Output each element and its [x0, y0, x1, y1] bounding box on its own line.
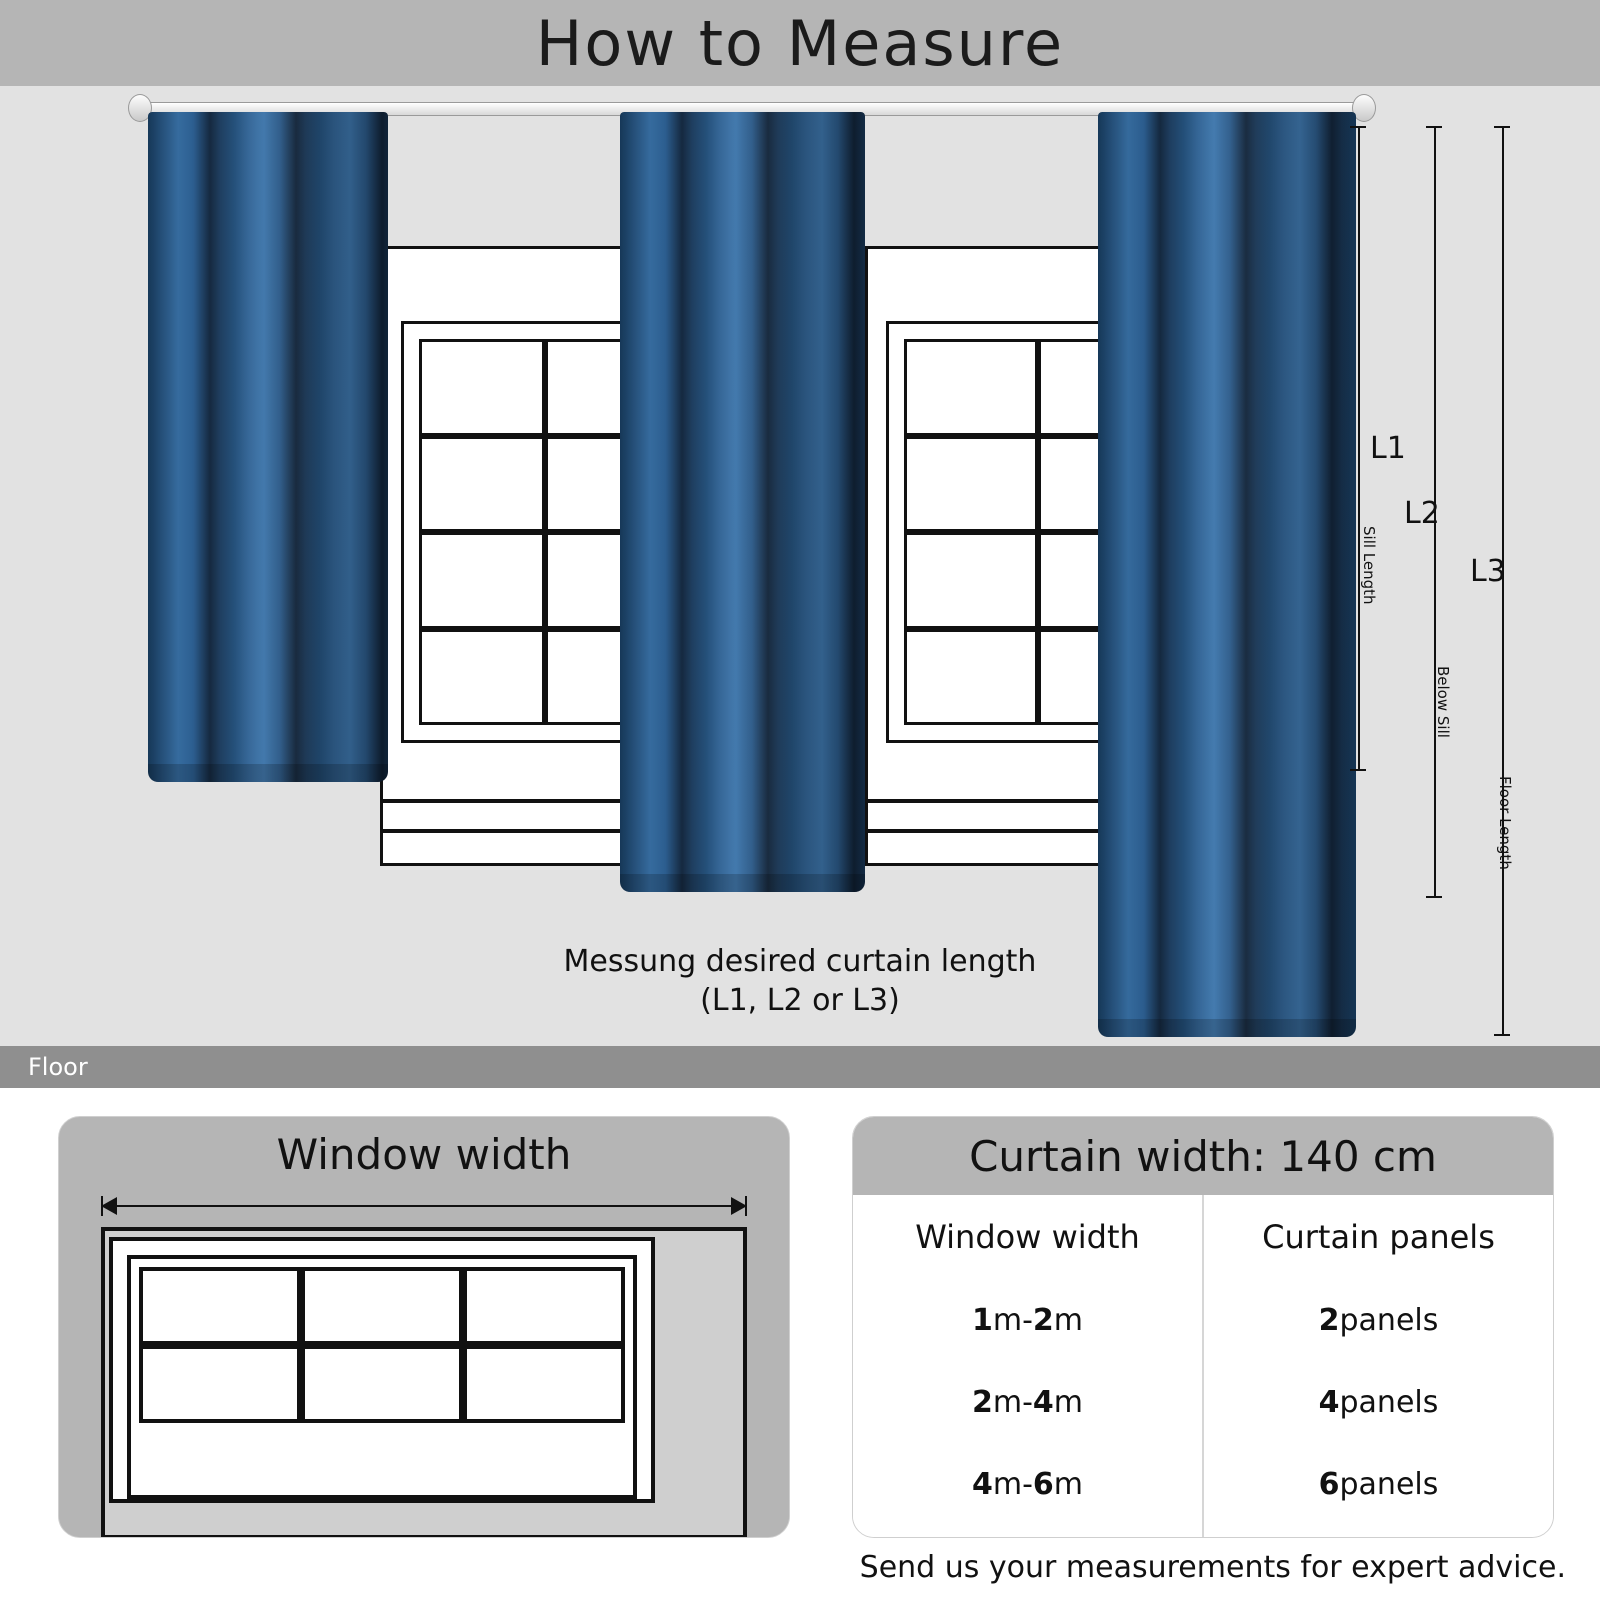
- row1-width-end: 4: [1032, 1384, 1054, 1420]
- sill-length-label: Sill Length: [1360, 526, 1378, 605]
- row2-unit-a: m-: [992, 1466, 1033, 1502]
- row0-width-start: 1: [971, 1302, 993, 1338]
- window-width-illustration: [59, 1191, 789, 1537]
- row2-width-start: 4: [971, 1466, 993, 1502]
- dimension-label-l1: L1: [1370, 431, 1406, 466]
- dimension-label-l3: L3: [1470, 554, 1506, 589]
- dimension-label-l2: L2: [1404, 496, 1440, 531]
- window-pane-grid: [139, 1267, 625, 1499]
- table-row: [1204, 1443, 1553, 1525]
- table-row: [853, 1361, 1202, 1443]
- bottom-section: [0, 1088, 1600, 1600]
- row0-width-end: 2: [1032, 1302, 1054, 1338]
- window-width-card: [58, 1116, 790, 1538]
- dimension-tick-l3-top: [1494, 126, 1510, 128]
- curtain-sill-length: [148, 112, 388, 782]
- page-header: [0, 0, 1600, 86]
- row1-panels-count: 4: [1318, 1384, 1340, 1420]
- diagram-caption: [520, 942, 1080, 1020]
- row2-width-end: 6: [1032, 1466, 1054, 1502]
- table-row: [1204, 1279, 1553, 1361]
- row0-unit-a: m-: [992, 1302, 1033, 1338]
- row2-unit-b: m: [1053, 1466, 1084, 1502]
- table-header-curtain-panels: Curtain panels: [1262, 1218, 1495, 1256]
- below-sill-label: Below Sill: [1434, 666, 1452, 738]
- curtain-below-sill: [620, 112, 865, 892]
- row0-panels-unit: panels: [1339, 1302, 1439, 1338]
- curtain-width-title: Curtain width: 140 cm: [853, 1117, 1553, 1195]
- floor-length-label: Floor Length: [1496, 776, 1514, 870]
- row1-unit-a: m-: [992, 1384, 1033, 1420]
- row0-unit-b: m: [1053, 1302, 1084, 1338]
- row1-panels-unit: panels: [1339, 1384, 1439, 1420]
- table-row: [853, 1279, 1202, 1361]
- measure-diagram: [0, 86, 1600, 1046]
- table-header-window-width: Window width: [915, 1218, 1140, 1256]
- dimension-tick-l1-bottom: [1350, 769, 1366, 771]
- curtain-floor-length: [1098, 112, 1356, 1037]
- dimension-tick-l3-bottom: [1494, 1034, 1510, 1036]
- caption-line-1: Messung desired curtain length: [563, 944, 1037, 979]
- row1-unit-b: m: [1053, 1384, 1084, 1420]
- curtain-width-card: [852, 1116, 1554, 1538]
- window-width-title: Window width: [276, 1129, 572, 1179]
- window-frame-middle: [109, 1237, 655, 1503]
- arrow-head-right-icon: [731, 1197, 747, 1215]
- floor-label: Floor: [28, 1053, 88, 1081]
- footnote-text: Send us your measurements for expert advice.: [859, 1550, 1566, 1585]
- page-title: How to Measure: [535, 6, 1065, 80]
- dimension-tick-l1-top: [1350, 126, 1366, 128]
- table-row: [853, 1443, 1202, 1525]
- floor-band: [0, 1046, 1600, 1088]
- row2-panels-unit: panels: [1339, 1466, 1439, 1502]
- row0-panels-count: 2: [1318, 1302, 1340, 1338]
- row1-width-start: 2: [971, 1384, 993, 1420]
- dimension-tick-l2-top: [1426, 126, 1442, 128]
- row2-panels-count: 6: [1318, 1466, 1340, 1502]
- dimension-tick-l2-bottom: [1426, 896, 1442, 898]
- width-arrow: [101, 1205, 747, 1207]
- dimension-line-l1: [1358, 126, 1360, 771]
- arrow-head-left-icon: [101, 1197, 117, 1215]
- table-row: [1204, 1361, 1553, 1443]
- caption-line-2: (L1, L2 or L3): [700, 983, 900, 1018]
- curtain-panels-table: [853, 1195, 1553, 1537]
